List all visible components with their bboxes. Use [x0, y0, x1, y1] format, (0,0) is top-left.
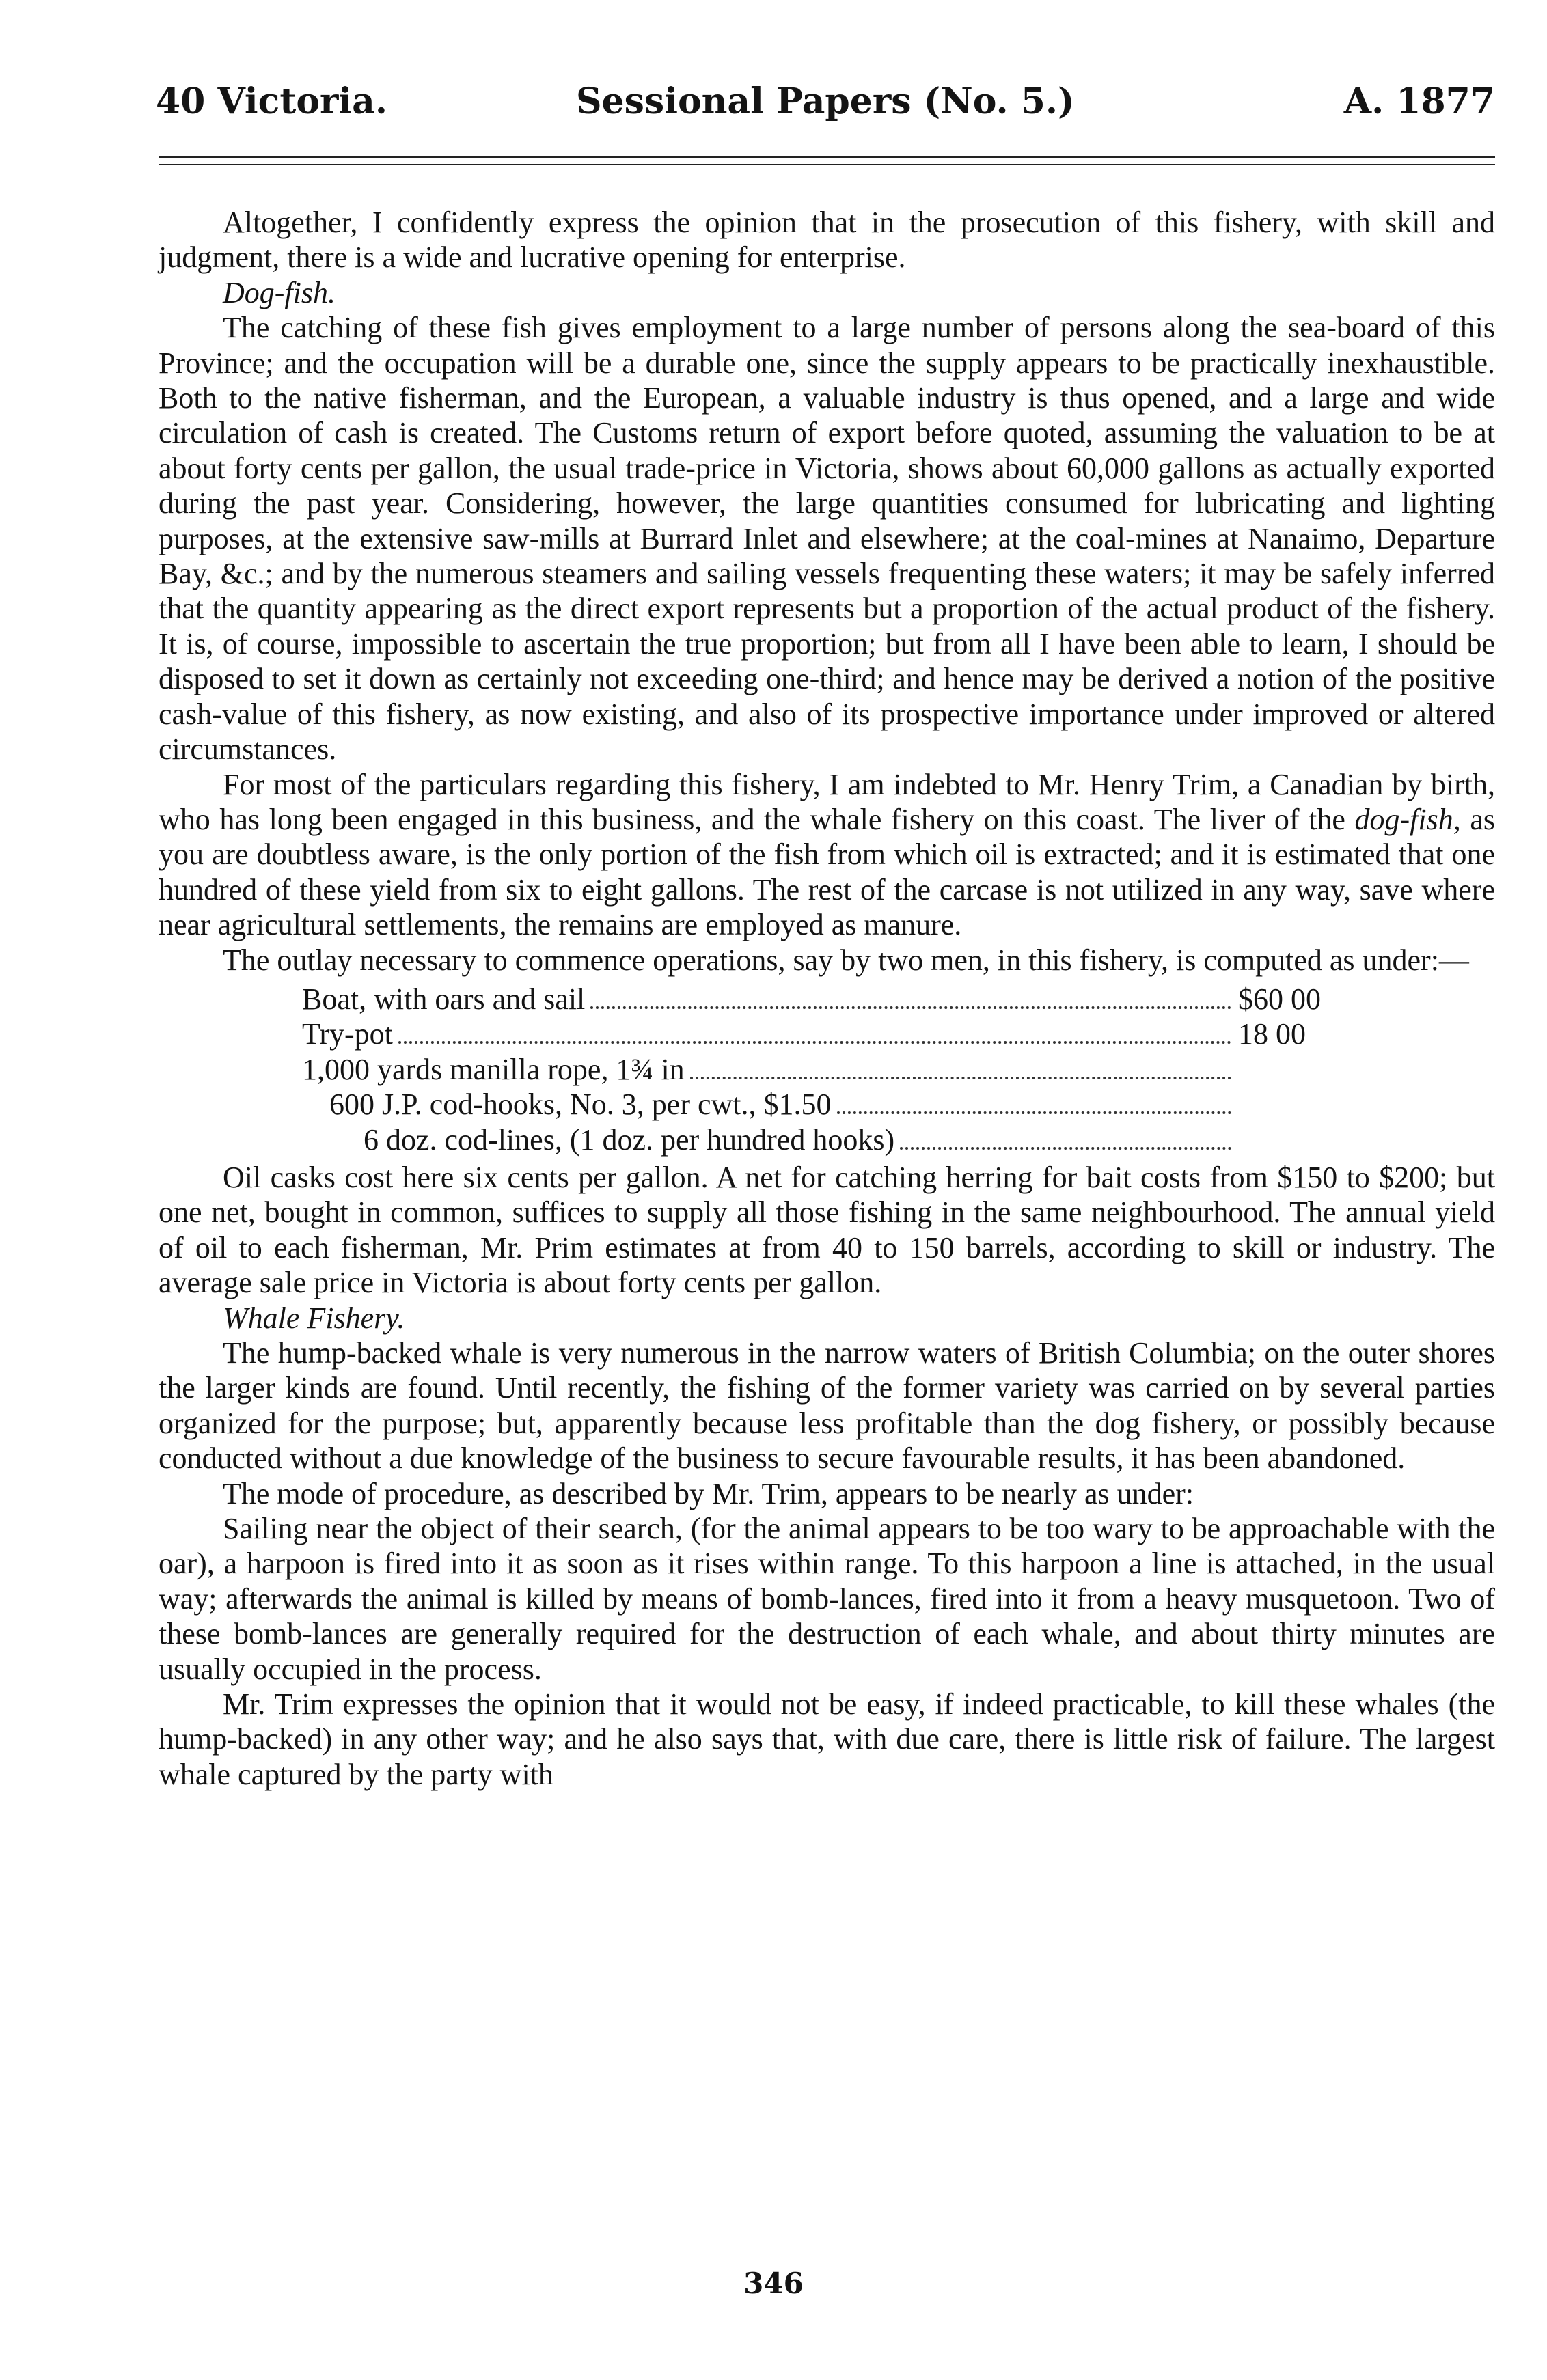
outlay-item [302, 1122, 1368, 1157]
outlay-label: 6 doz. cod-lines, (1 doz. per hundred hooks) [364, 1122, 895, 1157]
outlay-item [302, 1052, 1368, 1087]
leader-dots [590, 1006, 1231, 1009]
header-session: 40 Victoria. [156, 81, 387, 122]
paragraph-trim-opinion: Mr. Trim expresses the opinion that it would not be easy, if indeed practicable, to kill these whales (the hump-backed) in any other way; and he also says that, with due care, there is little risk of failure. The largest whale captured by the party with [159, 1687, 1495, 1791]
leader-dots [690, 1077, 1231, 1079]
paragraph-procedure-intro: The mode of procedure, as described by Mr. Trim, appears to be nearly as under: [223, 1476, 1194, 1510]
page-number: 346 [743, 2267, 804, 2300]
header-title: Sessional Papers (No. 5.) [576, 81, 1075, 122]
emphasis-dogfish: dog-fish, [1354, 802, 1461, 836]
outlay-amount: 18 00 [1238, 1017, 1306, 1051]
header-rule-top [159, 156, 1495, 158]
outlay-label: 600 J.P. cod-hooks, No. 3, per cwt., $1.50 [329, 1088, 832, 1122]
paragraph-conclusion: Altogether, I confidently express the opinion that in the prosecution of this fishery, with skill and judgment, there is a wide and lucrative opening for enterprise. [159, 206, 1495, 275]
page-header [156, 81, 1495, 143]
paragraph-humpback: The hump-backed whale is very numerous in the narrow waters of British Columbia; on the outer shores the larger kinds are found. Until recently, the fishing of the former variety was carried on by several parties organized for the purpose; but, apparently because less profitable than the dog fishery, or possibly because conducted without a due knowledge of the business to secure favourable results, it has been abandoned. [159, 1336, 1495, 1476]
outlay-item [302, 1087, 1368, 1122]
paragraph-outlay-intro: The outlay necessary to commence operations, say by two men, in this fishery, is computed as under:— [223, 943, 1469, 977]
text-run: as you are doubtless aware, is the only portion of the fish from which oil is extracted; and it is estimated that one hundred of these yield from six to eight gallons. The rest of the carcase is not utilized in any way, save where near agricultural settlements, the remains are employed as manure. [159, 802, 1496, 942]
outlay-item [302, 982, 1368, 1016]
header-year: A. 1877 [1343, 81, 1495, 122]
paragraph-dogfish-employment: The catching of these fish gives employment to a large number of persons along the sea-board of this Province; and the occupation will be a durable one, since the supply appears to be practically inexhaustible. Both to the native fisherman, and the European, a valuable industry is thus opened, and a large and wide circulation of cash is created. The Customs return of export before quoted, assuming the valuation to be at about forty cents per gallon, the usual trade-price in Victoria, shows about 60,000 gallons as actually exported during the past year. Considering, however, the large quantities consumed for lubricating and lighting purposes, at the extensive saw-mills at Burrard Inlet and elsewhere; at the coal-mines at Nanaimo, Departure Bay, &c.; and by the numerous steamers and sailing vessels frequenting these waters; it may be safely inferred that the quantity appearing as the direct export represents but a proportion of the actual product of the fishery. It is, of course, impossible to ascertain the true proportion; but from all I have been able to learn, I should be disposed to set it down as certainly not exceeding one-third; and hence may be derived a notion of the positive cash-value of this fishery, as now existing, and also of its prospective importance under improved or altered circumstances. [159, 311, 1495, 766]
outlay-item [302, 1016, 1368, 1051]
header-rule-bottom [159, 164, 1495, 165]
outlay-label: 1,000 yards manilla rope, 1¾ in [302, 1052, 685, 1086]
outlay-list [302, 982, 1368, 1157]
outlay-label: Try-pot [302, 1017, 393, 1051]
paragraph-oil-casks: Oil casks cost here six cents per gallon. A net for catching herring for bait costs from $150 to $200; but one net, bought in common, suffices to supply all those fishing in the same neighbourhood. The annual yield of oil to each fisherman, Mr. Prim estimates at from 40 to 150 barrels, according to skill or industry. The average sale price in Victoria is about forty cents per gallon. [159, 1160, 1495, 1300]
paragraph-dogfish-particulars [159, 767, 1495, 943]
outlay-label: Boat, with oars and sail [302, 982, 586, 1016]
leader-dots [837, 1111, 1231, 1114]
leader-dots [900, 1147, 1231, 1150]
section-heading-whale: Whale Fishery. [223, 1301, 405, 1335]
page-body [159, 205, 1495, 1792]
text-run: For most of the particulars regarding this fishery, I am indebted to Mr. Henry Trim, a Canadian by birth, who has long been engaged in this business, and the whale fishery on this coast. The liver of the [159, 767, 1495, 836]
paragraph-procedure: Sailing near the object of their search, (for the animal appears to be too wary to be approachable with the oar), a harpoon is fired into it as soon as it rises within range. To this harpoon a line is attached, in the usual way; afterwards the animal is killed by means of bomb-lances, fired into it from a heavy musquetoon. Two of these bomb-lances are generally required for the destruction of each whale, and about thirty minutes are usually occupied in the process. [159, 1512, 1495, 1686]
outlay-amount: $60 00 [1238, 982, 1321, 1016]
section-heading-dogfish: Dog-fish. [223, 275, 336, 309]
leader-dots [398, 1041, 1231, 1044]
